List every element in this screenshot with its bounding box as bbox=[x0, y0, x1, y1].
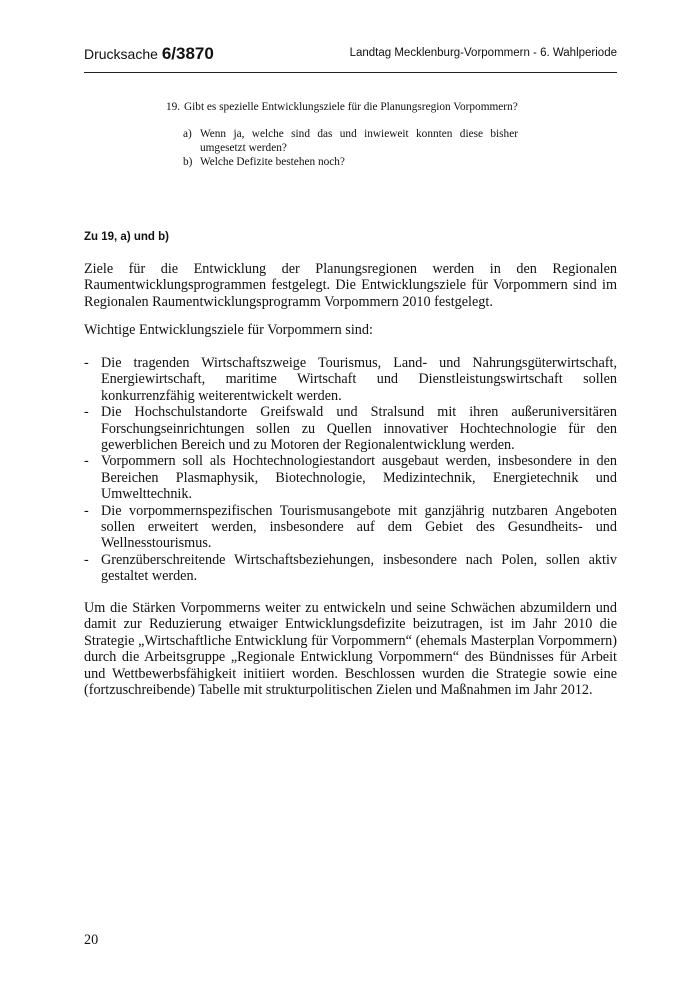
list-dash: - bbox=[84, 404, 89, 421]
list-dash: - bbox=[84, 551, 89, 568]
page-header bbox=[84, 44, 617, 74]
question-text: Gibt es spezielle Entwicklungsziele für die Planungsregion Vorpommern? bbox=[184, 101, 518, 113]
answer-paragraph: Wichtige Entwicklungsziele für Vorpommern sind: bbox=[84, 322, 373, 338]
list-item bbox=[84, 552, 617, 585]
header-divider bbox=[84, 72, 617, 73]
list-item bbox=[84, 503, 617, 552]
list-item-text: Die Hochschulstandorte Greifswald und Stralsund mit ihren außeruniversitären Forschungseinrichtungen sollen zu Quellen innovativer Hochtechnologie für den gewerblichen Bereich und zu Motoren der Regionalentwicklung werden. bbox=[101, 404, 617, 454]
answer-heading: Zu 19, a) und b) bbox=[84, 231, 169, 243]
question-block bbox=[166, 100, 518, 169]
page-number: 20 bbox=[84, 932, 99, 948]
list-dash: - bbox=[84, 502, 89, 519]
list-item-text: Die vorpommernspezifischen Tourismusangebote mit ganzjährig nutzbaren Angeboten sollen erweitert werden, insbesondere auf dem Gebiet des Gesundheits- und Wellnesstourismus. bbox=[101, 502, 617, 552]
list-item bbox=[84, 355, 617, 404]
question-main bbox=[166, 100, 518, 114]
list-dash: - bbox=[84, 355, 89, 371]
answer-paragraph: Ziele für die Entwicklung der Planungsregionen werden in den Regionalen Raumentwicklungsprogrammen festgelegt. Die Entwicklungsziele für Vorpommern sind im Regionalen Raumentwicklungsprogramm Vorpommern 2010 festgelegt. bbox=[84, 261, 617, 310]
question-sub-text: Wenn ja, welche sind das und inwieweit konnten diese bisher umgesetzt werden? bbox=[200, 128, 518, 154]
answer-paragraph: Um die Stärken Vorpommerns weiter zu entwickeln und seine Schwächen abzumildern und damit zur Reduzierung etwaiger Entwicklungsdefizite beizutragen, ist im Jahr 2010 die Strategie „Wirtschaftliche Entwicklung für Vorpommern“ (ehemals Masterplan Vorpommern) durch die Arbeitsgruppe „Regionale Entwicklung Vorpommern“ des Bündnisses für Arbeit und Wettbewerbsfähigkeit initiiert worden. Beschlossen wurden die Strategie sowie eine (fortzuschreibende) Tabelle mit strukturpolitischen Zielen und Maßnahmen im Jahr 2012. bbox=[84, 600, 617, 699]
question-number: 19. bbox=[166, 101, 181, 113]
goals-list bbox=[84, 355, 617, 585]
document-id bbox=[84, 44, 214, 64]
list-item-text: Vorpommern soll als Hochtechnologiestandort ausgebaut werden, insbesondere in den Bereichen Plasmaphysik, Biotechnologie, Medizintechnik, Energietechnik und Umwelttechnik. bbox=[101, 453, 617, 503]
list-item bbox=[84, 453, 617, 502]
list-item-text: Grenzüberschreitende Wirtschaftsbeziehungen, insbesondere nach Polen, sollen aktiv gestaltet werden. bbox=[101, 551, 617, 585]
document-id-prefix: Drucksache bbox=[84, 46, 162, 62]
list-item bbox=[84, 404, 617, 453]
question-sub-item bbox=[183, 155, 518, 169]
question-sub-letter: b) bbox=[183, 156, 193, 168]
question-sub-text: Welche Defizite bestehen noch? bbox=[200, 156, 345, 168]
question-sub-letter: a) bbox=[183, 128, 192, 140]
question-sub-item bbox=[183, 127, 518, 155]
parliament-label: Landtag Mecklenburg-Vorpommern - 6. Wahlperiode bbox=[349, 47, 617, 59]
document-number: 6/3870 bbox=[161, 44, 214, 63]
list-item-text: Die tragenden Wirtschaftszweige Tourismus, Land- und Nahrungsgüterwirtschaft, Energiewirtschaft, maritime Wirtschaft und Dienstleistungswirtschaft sollen konkurrenzfähig weiterentwickelt werden. bbox=[101, 355, 617, 404]
list-dash: - bbox=[84, 453, 89, 470]
